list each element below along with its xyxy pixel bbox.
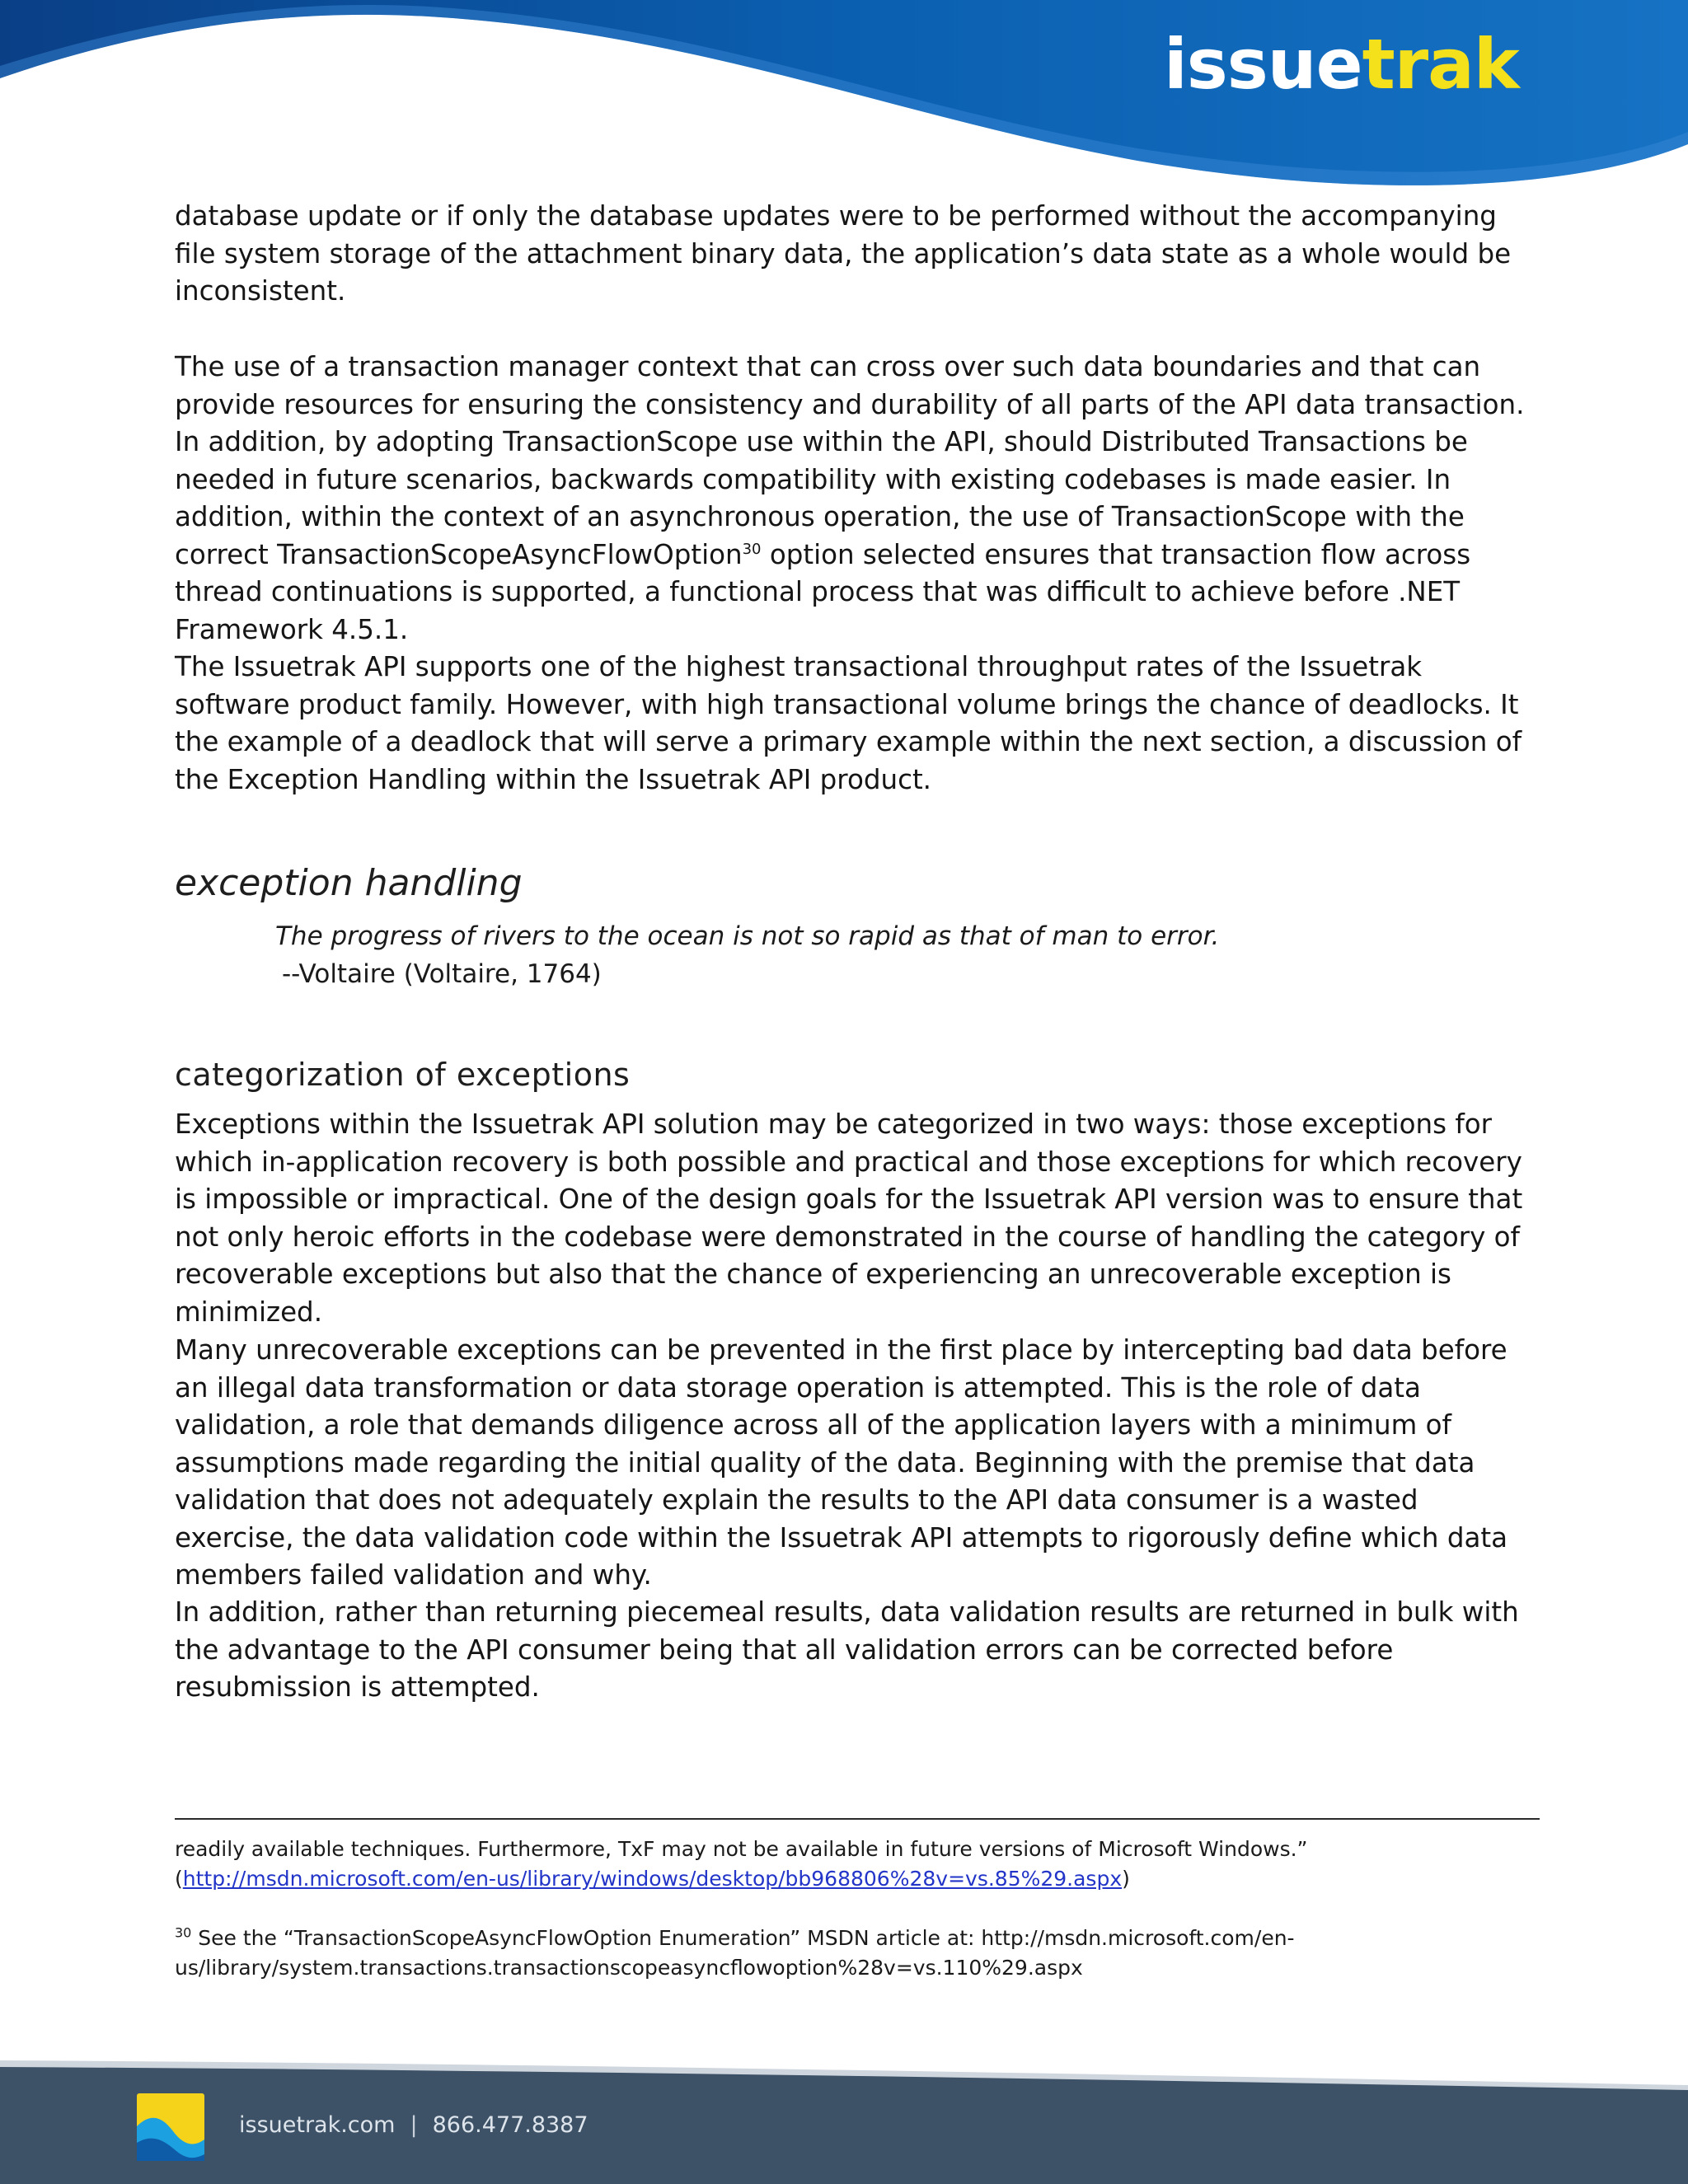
quote-text: The progress of rivers to the ocean is not so rapid as that of man to error.: [275, 921, 1220, 951]
issuetrak-icon: [137, 2093, 204, 2161]
section-heading-exception-handling: exception handling: [175, 862, 523, 904]
footer-separator: |: [410, 2112, 418, 2138]
paragraph-text: The use of a transaction manager context that can cross over such data boundaries and that can provide resources for ensuring the consistency and durability of all parts of the API data transaction. In addition, by adopting TransactionScope use within the API, should Distributed Transactions be needed in future scenarios, backwards compatibility with existing codebases is made easier. In addition, within the context of an asynchronous operation, the use of TransactionScope with the correct TransactionScopeAsyncFlowOption: [175, 351, 1525, 570]
paragraph-text-continued: option selected ensures that transaction flow across thread continuations is supported, a functional process that was difficult to achieve before .NET Framework 4.5.1.: [175, 538, 1471, 645]
logo-text-issue: issue: [1164, 24, 1362, 105]
footnote-30-text: See the “TransactionScopeAsyncFlowOption Enumeration” MSDN article at: http://msdn.microsoft.com/en-us/library/system.transactions.transactionscopeasyncflowoption%28v=vs.110%29.aspx: [175, 1926, 1295, 1980]
footnotes: [175, 1835, 1543, 1983]
footer-contact: [239, 2114, 588, 2136]
footer-phone[interactable]: 866.477.8387: [432, 2112, 588, 2138]
paragraph-transaction-manager: [175, 349, 1543, 649]
footnote-ref-30[interactable]: 30: [742, 540, 762, 558]
footnote-continued-text: readily available techniques. Furthermore, TxF may not be available in future versions of Microsoft Windows.”: [175, 1837, 1308, 1861]
footnote-30: [175, 1924, 1543, 1983]
paragraph-attachment-consistency: database update or if only the database updates were to be performed without the accompanying file system storage of the attachment binary data, the application’s data state as a whole would be inconsistent.: [175, 200, 1512, 307]
footnote-divider: [175, 1818, 1540, 1820]
paragraph-data-validation: Many unrecoverable exceptions can be prevented in the first place by intercepting bad data before an illegal data transformation or data storage operation is attempted. This is the role of data validation, a role that demands diligence across all of the application layers with a minimum of assumptions made regarding the initial quality of the data. Beginning with the premise that data validation that does not adequately explain the results to the API data consumer is a wasted exercise, the data validation code within the Issuetrak API attempts to rigorously define which data members failed validation and why.: [175, 1334, 1508, 1591]
paren-close: ): [1122, 1867, 1130, 1891]
footnote-continued: [175, 1835, 1543, 1894]
quote-attribution: --Voltaire (Voltaire, 1764): [282, 958, 602, 989]
epigraph-quote: [275, 918, 1219, 993]
footnote-number: 30: [175, 1924, 192, 1941]
paragraph-bulk-results: In addition, rather than returning piecemeal results, data validation results are returned in bulk with the advantage to the API consumer being that all validation errors can be corrected before resubmission is attempted.: [175, 1596, 1519, 1703]
paragraph-exception-categories: Exceptions within the Issuetrak API solution may be categorized in two ways: those exceptions for which in-application recovery is both possible and practical and those exceptions for which recovery is impossible or impractical. One of the design goals for the Issuetrak API version was to ensure that not only heroic efforts in the codebase were demonstrated in the course of handling the category of recoverable exceptions but also that the chance of experiencing an unrecoverable exception is minimized.: [175, 1108, 1523, 1328]
paren-open: (: [175, 1867, 183, 1891]
subsection-heading-categorization: categorization of exceptions: [175, 1057, 631, 1093]
msdn-txf-link[interactable]: http://msdn.microsoft.com/en-us/library/windows/desktop/bb968806%28v=vs.85%29.aspx: [182, 1867, 1123, 1891]
paragraph-throughput: The Issuetrak API supports one of the highest transactional throughput rates of the Issuetrak software product family. However, with high transactional volume brings the chance of deadlocks. It the example of a deadlock that will serve a primary example within the next section, a discussion of the Exception Handling within the Issuetrak API product.: [175, 651, 1522, 795]
logo-text-trak: trak: [1362, 24, 1519, 105]
footer-website[interactable]: issuetrak.com: [239, 2112, 396, 2138]
issuetrak-logo: [1164, 24, 1519, 105]
